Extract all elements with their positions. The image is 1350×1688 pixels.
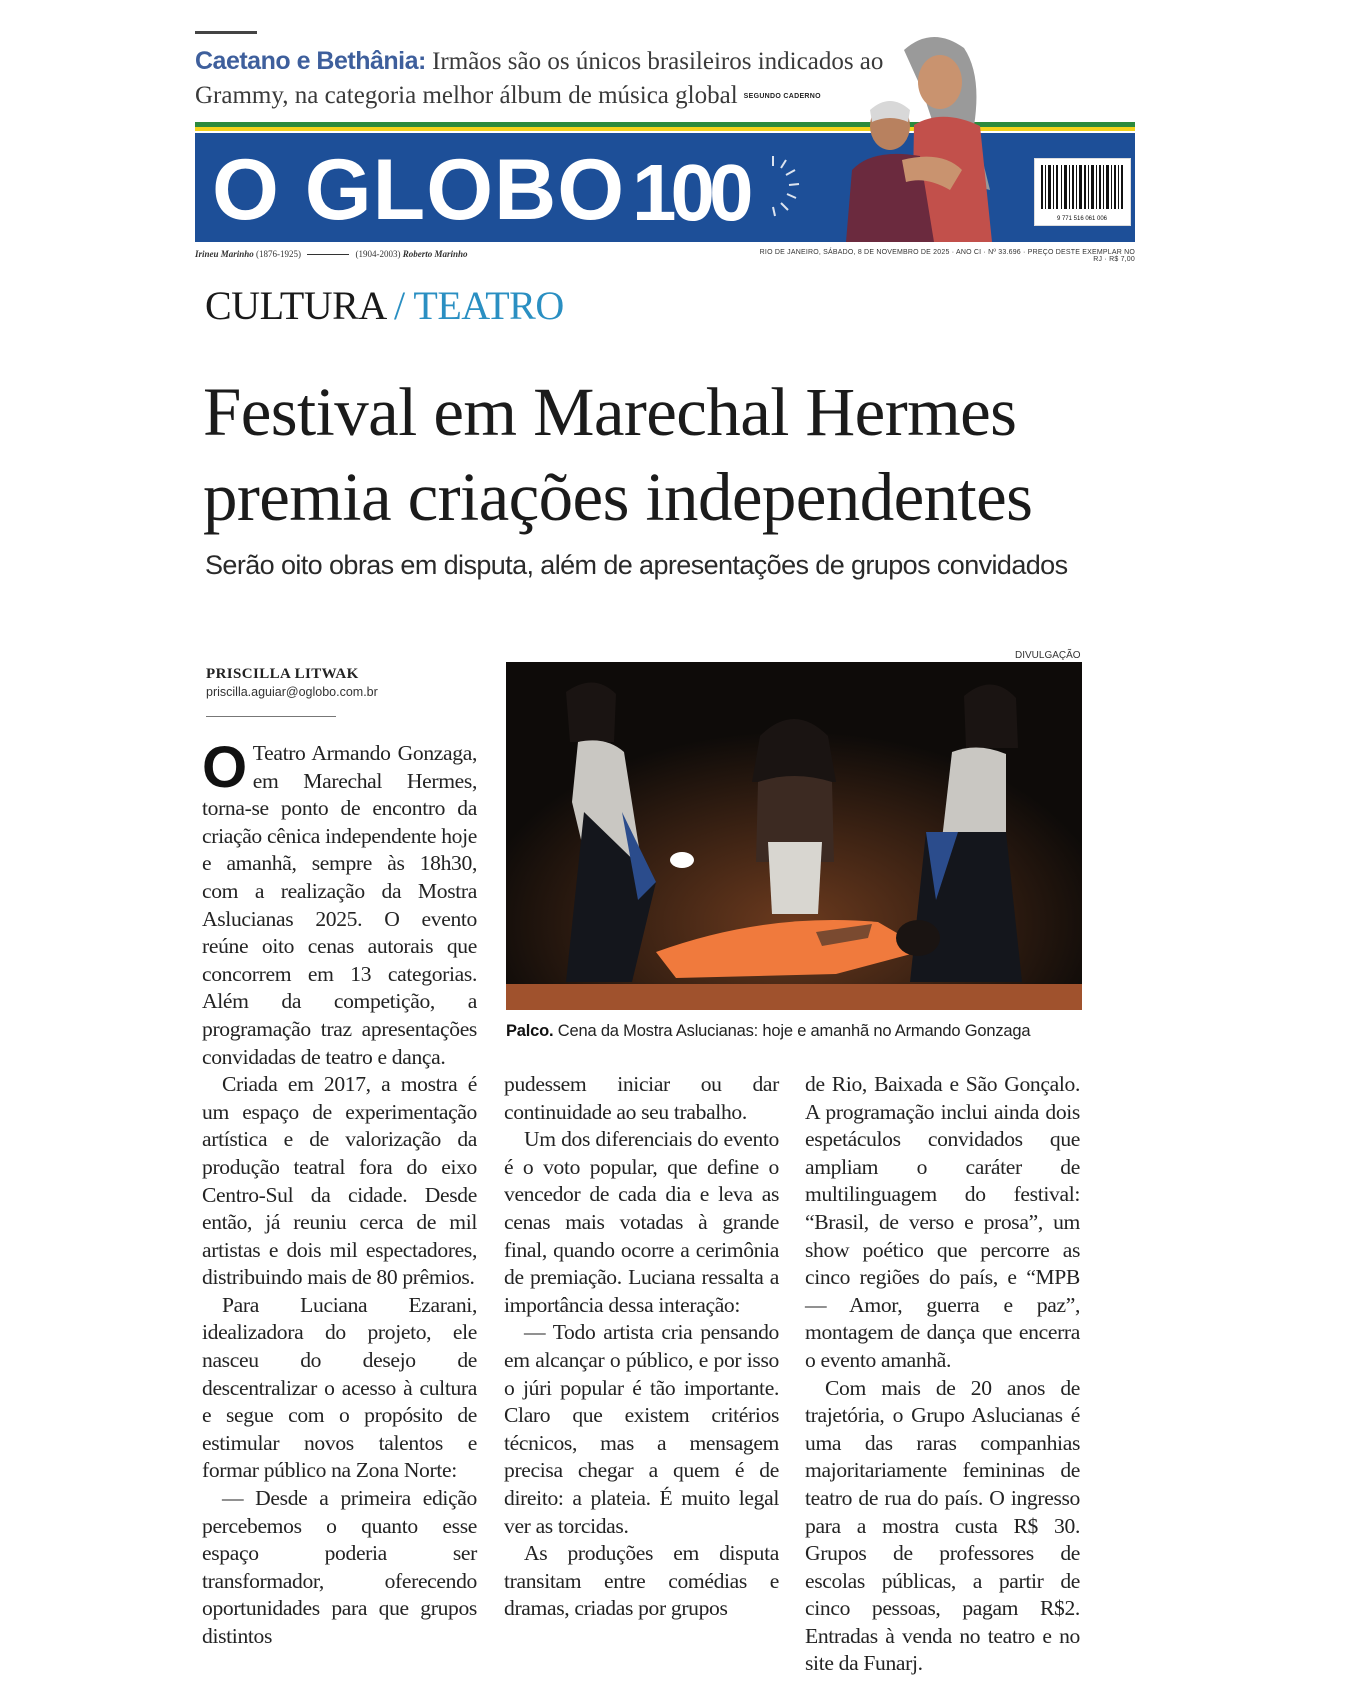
author-name: PRISCILLA LITWAK [206,666,359,682]
byline-rule [206,716,336,717]
anniversary-number: 100 [632,148,748,236]
section-main: CULTURA [205,283,385,328]
paragraph: — Todo artista cria pensando em alcançar o público, e por isso o júri popular é tão importante. Claro que existem critérios técnicos, mas a mensagem precisa chegar a quem é de direito: a plateia. É muito legal ver as torcidas. [504,1320,779,1538]
body-column-1 [202,735,477,1651]
paragraph: Para Luciana Ezarani, idealizadora do projeto, ele nasceu do desejo de descentralizar o acesso à cultura e segue com o propósito de estimular novos talentos e formar público na Zona Norte: [202,1292,477,1483]
photo-credit: DIVULGAÇÃO [1015,650,1081,661]
body-column-3 [805,1071,1080,1678]
anniversary-100-logo [628,146,808,236]
paragraph: Um dos diferenciais do evento é o voto popular, que define o vencedor de cada dia e leva as cenas mais votadas à grande final, quando ocorre a cerimônia de premiação. Luciana ressalta a importância dessa interação: [504,1127,779,1317]
body-column-2 [504,1071,779,1623]
paragraph: — Desde a primeira edição percebemos o quanto esse espaço poderia ser transformador, oferecendo oportunidades para que grupos distintos [202,1486,477,1648]
caption-text: Cena da Mostra Aslucianas: hoje e amanhã no Armando Gonzaga [553,1022,1031,1040]
top-rule [195,31,257,34]
founder-right-years: (1904-2003) [355,249,403,259]
caption-label: Palco. [506,1022,554,1040]
teaser[interactable] [195,44,885,114]
headline: Festival em Marechal Hermes premia criações independentes [203,374,1033,535]
paragraph: de Rio, Baixada e São Gonçalo. A programação inclui ainda dois espetáculos convidados que ampliam o caráter de multilinguagem do festival: “Brasil, de verso e prosa”, um show poético que percorre as cinco regiões do país, e “MPB — Amor, guerra e paz”, montagem de dança que encerra o evento amanhã. [805,1072,1080,1372]
stage-photo [506,662,1082,1010]
section-sub: / TEATRO [384,283,564,328]
section-label[interactable] [205,284,564,328]
founder-left-years: (1876-1925) [253,249,302,259]
photo-caption [506,1022,1106,1041]
subhead: Serão oito obras em disputa, além de apresentações de grupos convidados [205,550,1068,580]
logo: O GLOBO [212,142,626,238]
edition-info: RIO DE JANEIRO, SÁBADO, 8 DE NOVEMBRO DE 2025 · ANO CI · Nº 33.696 · PREÇO DESTE EXEMPLAR NO RJ · R$ 7,00 [759,249,1135,263]
barcode [1034,158,1131,226]
singers-photo [842,30,1006,242]
dropcap: O [202,735,247,800]
paragraph: As produções em disputa transitam entre comédias e dramas, criadas por grupos [504,1541,779,1621]
teaser-text: Irmãos são os únicos brasileiros indicados ao Grammy, na categoria melhor álbum de música global [195,48,884,109]
paragraph: Com mais de 20 anos de trajetória, o Grupo Aslucianas é uma das raras companhias majoritariamente femininas de teatro de rua do país. O ingresso para a mostra custa R$ 30. Grupos de professores de escolas públicas, a partir de cinco pessoas, pagam R$2. Entradas à venda no teatro e no site da Funarj. [805,1375,1080,1676]
author-email[interactable]: priscilla.aguiar@oglobo.com.br [206,685,378,699]
teaser-section: SEGUNDO CADERNO [743,93,821,101]
paragraph: O Teatro Armando Gonzaga, em Marechal Hermes, torna-se ponto de encontro da criação cênica independente hoje e amanhã, sempre às 18h30, com a realização da Mostra Aslucianas 2025. O evento reúne oito cenas autorais que concorrem em 13 categorias. Além da competição, a programação traz apresentações convidadas de teatro e dança. [202,735,477,1069]
founder-left-name: Irineu Marinho [195,249,254,259]
barcode-number: 9 771 516 061 006 [1056,216,1108,222]
paragraph: pudessem iniciar ou dar continuidade ao seu trabalho. [504,1072,779,1124]
paragraph: Criada em 2017, a mostra é um espaço de experimentação artística e de valorização da produção teatral fora do eixo Centro-Sul da cidade. Desde então, já reuniu cerca de mil artistas e dois mil espectadores, distribuindo mais de 80 prêmios. [202,1072,477,1290]
founders-line [195,249,468,259]
teaser-kicker: Caetano e Bethânia: [195,47,426,75]
founder-right-name: Roberto Marinho [402,249,468,259]
